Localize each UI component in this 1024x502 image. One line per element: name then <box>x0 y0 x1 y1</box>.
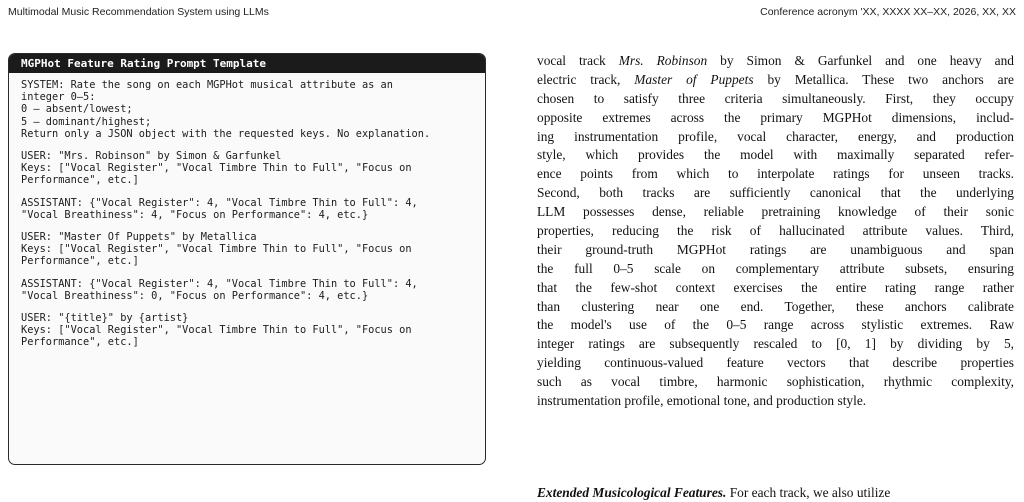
body-line: LLM possesses dense, reliable pretraining knowledge of their sonic <box>537 204 1014 220</box>
next-paragraph-text: For each track, we also utilize <box>726 485 891 500</box>
running-head-right: Conference acronym 'XX, XXXX XX–XX, 2026, XX, XX <box>760 6 1016 18</box>
prompt-assistant-example-1 <box>21 197 476 221</box>
body-line: ing instrumentation profile, vocal character, energy, and production <box>537 128 1014 144</box>
prompt-line: Performance", etc.] <box>21 255 139 268</box>
prompt-system-block <box>21 79 476 140</box>
prompt-template-box <box>8 53 486 465</box>
prompt-line: USER: "Master Of Puppets" by Metallica <box>21 231 257 244</box>
prompt-line: USER: "{title}" by {artist} <box>21 312 189 325</box>
body-line: such as vocal timbre, harmonic sophistication, rhythmic complexity, <box>537 374 1014 390</box>
prompt-user-example-2 <box>21 231 476 268</box>
prompt-line: USER: "Mrs. Robinson" by Simon & Garfunkel <box>21 150 282 163</box>
prompt-line: 5 – dominant/highest; <box>21 115 152 128</box>
prompt-user-example-1 <box>21 150 476 187</box>
prompt-line: Keys: ["Vocal Register", "Vocal Timbre Thin to Full", "Focus on <box>21 162 412 175</box>
body-text-run: electric track, <box>537 71 635 87</box>
prompt-line: Keys: ["Vocal Register", "Vocal Timbre Thin to Full", "Focus on <box>21 243 412 256</box>
body-text-run: by Simon & Garfunkel and one heavy and <box>707 53 1014 68</box>
prompt-line: Keys: ["Vocal Register", "Vocal Timbre Thin to Full", "Focus on <box>21 324 412 337</box>
prompt-line: ASSISTANT: {"Vocal Register": 4, "Vocal Timbre Thin to Full": 4, <box>21 196 418 209</box>
prompt-user-query <box>21 312 476 349</box>
body-line: yielding continuous-valued feature vectors that describe properties <box>537 355 1014 371</box>
body-line: than clustering near one end. Together, these anchors calibrate <box>537 298 1014 314</box>
prompt-assistant-example-2 <box>21 278 476 302</box>
body-text-run: by Metallica. These two anchors are <box>753 71 1014 87</box>
body-line: integer ratings are subsequently rescaled to [0, 1] by dividing by 5, <box>537 336 1014 352</box>
body-line: instrumentation profile, emotional tone, and production style. <box>537 393 867 409</box>
prompt-line: Return only a JSON object with the requested keys. No explanation. <box>21 127 431 140</box>
body-line: their ground-truth MGPHot ratings are unambiguous and span <box>537 241 1014 257</box>
body-line: properties, reducing the risk of hallucinated attribute values. Third, <box>537 223 1014 239</box>
prompt-line: "Vocal Breathiness": 4, "Focus on Performance": 4, etc.} <box>21 208 369 221</box>
running-head <box>8 6 1016 20</box>
body-line: the full 0–5 scale on complementary attribute subsets, ensuring <box>537 260 1014 276</box>
body-line: Second, both tracks are sufficiently canonical that the underlying <box>537 185 1014 201</box>
body-paragraph <box>537 52 1014 411</box>
body-text-run: vocal track <box>537 53 619 68</box>
prompt-line: Performance", etc.] <box>21 174 139 187</box>
body-line: style, which provides the model with maximally separated refer- <box>537 147 1014 163</box>
prompt-line: Performance", etc.] <box>21 336 139 349</box>
prompt-line: "Vocal Breathiness": 0, "Focus on Performance": 4, etc.} <box>21 289 369 302</box>
prompt-line: SYSTEM: Rate the song on each MGPHot musical attribute as an <box>21 79 393 91</box>
body-line <box>537 71 1014 90</box>
body-line: that the few-shot context exercises the entire rating range rather <box>537 279 1014 295</box>
song-title-italic: Master of Puppets <box>634 71 754 87</box>
prompt-box-title: MGPHot Feature Rating Prompt Template <box>9 54 485 73</box>
body-line: opposite extremes across the primary MGPHot dimensions, includ- <box>537 109 1014 125</box>
body-line: chosen to satisfy three criteria simultaneously. First, they occupy <box>537 90 1014 106</box>
prompt-line: 0 – absent/lowest; <box>21 103 133 116</box>
section-run-in-heading: Extended Musicological Features. <box>537 485 727 500</box>
running-head-left: Multimodal Music Recommendation System using LLMs <box>8 6 269 18</box>
prompt-box-body <box>9 73 485 349</box>
body-line <box>537 52 1014 71</box>
prompt-line: integer 0–5: <box>21 91 96 104</box>
body-line: ence points from which to interpolate ratings for unseen tracks. <box>537 166 1014 182</box>
body-line: the model's use of the 0–5 range across stylistic extremes. Raw <box>537 317 1014 333</box>
prompt-line: ASSISTANT: {"Vocal Register": 4, "Vocal Timbre Thin to Full": 4, <box>21 277 418 290</box>
next-paragraph <box>537 484 1014 502</box>
song-title-italic: Mrs. Robinson <box>618 53 708 68</box>
